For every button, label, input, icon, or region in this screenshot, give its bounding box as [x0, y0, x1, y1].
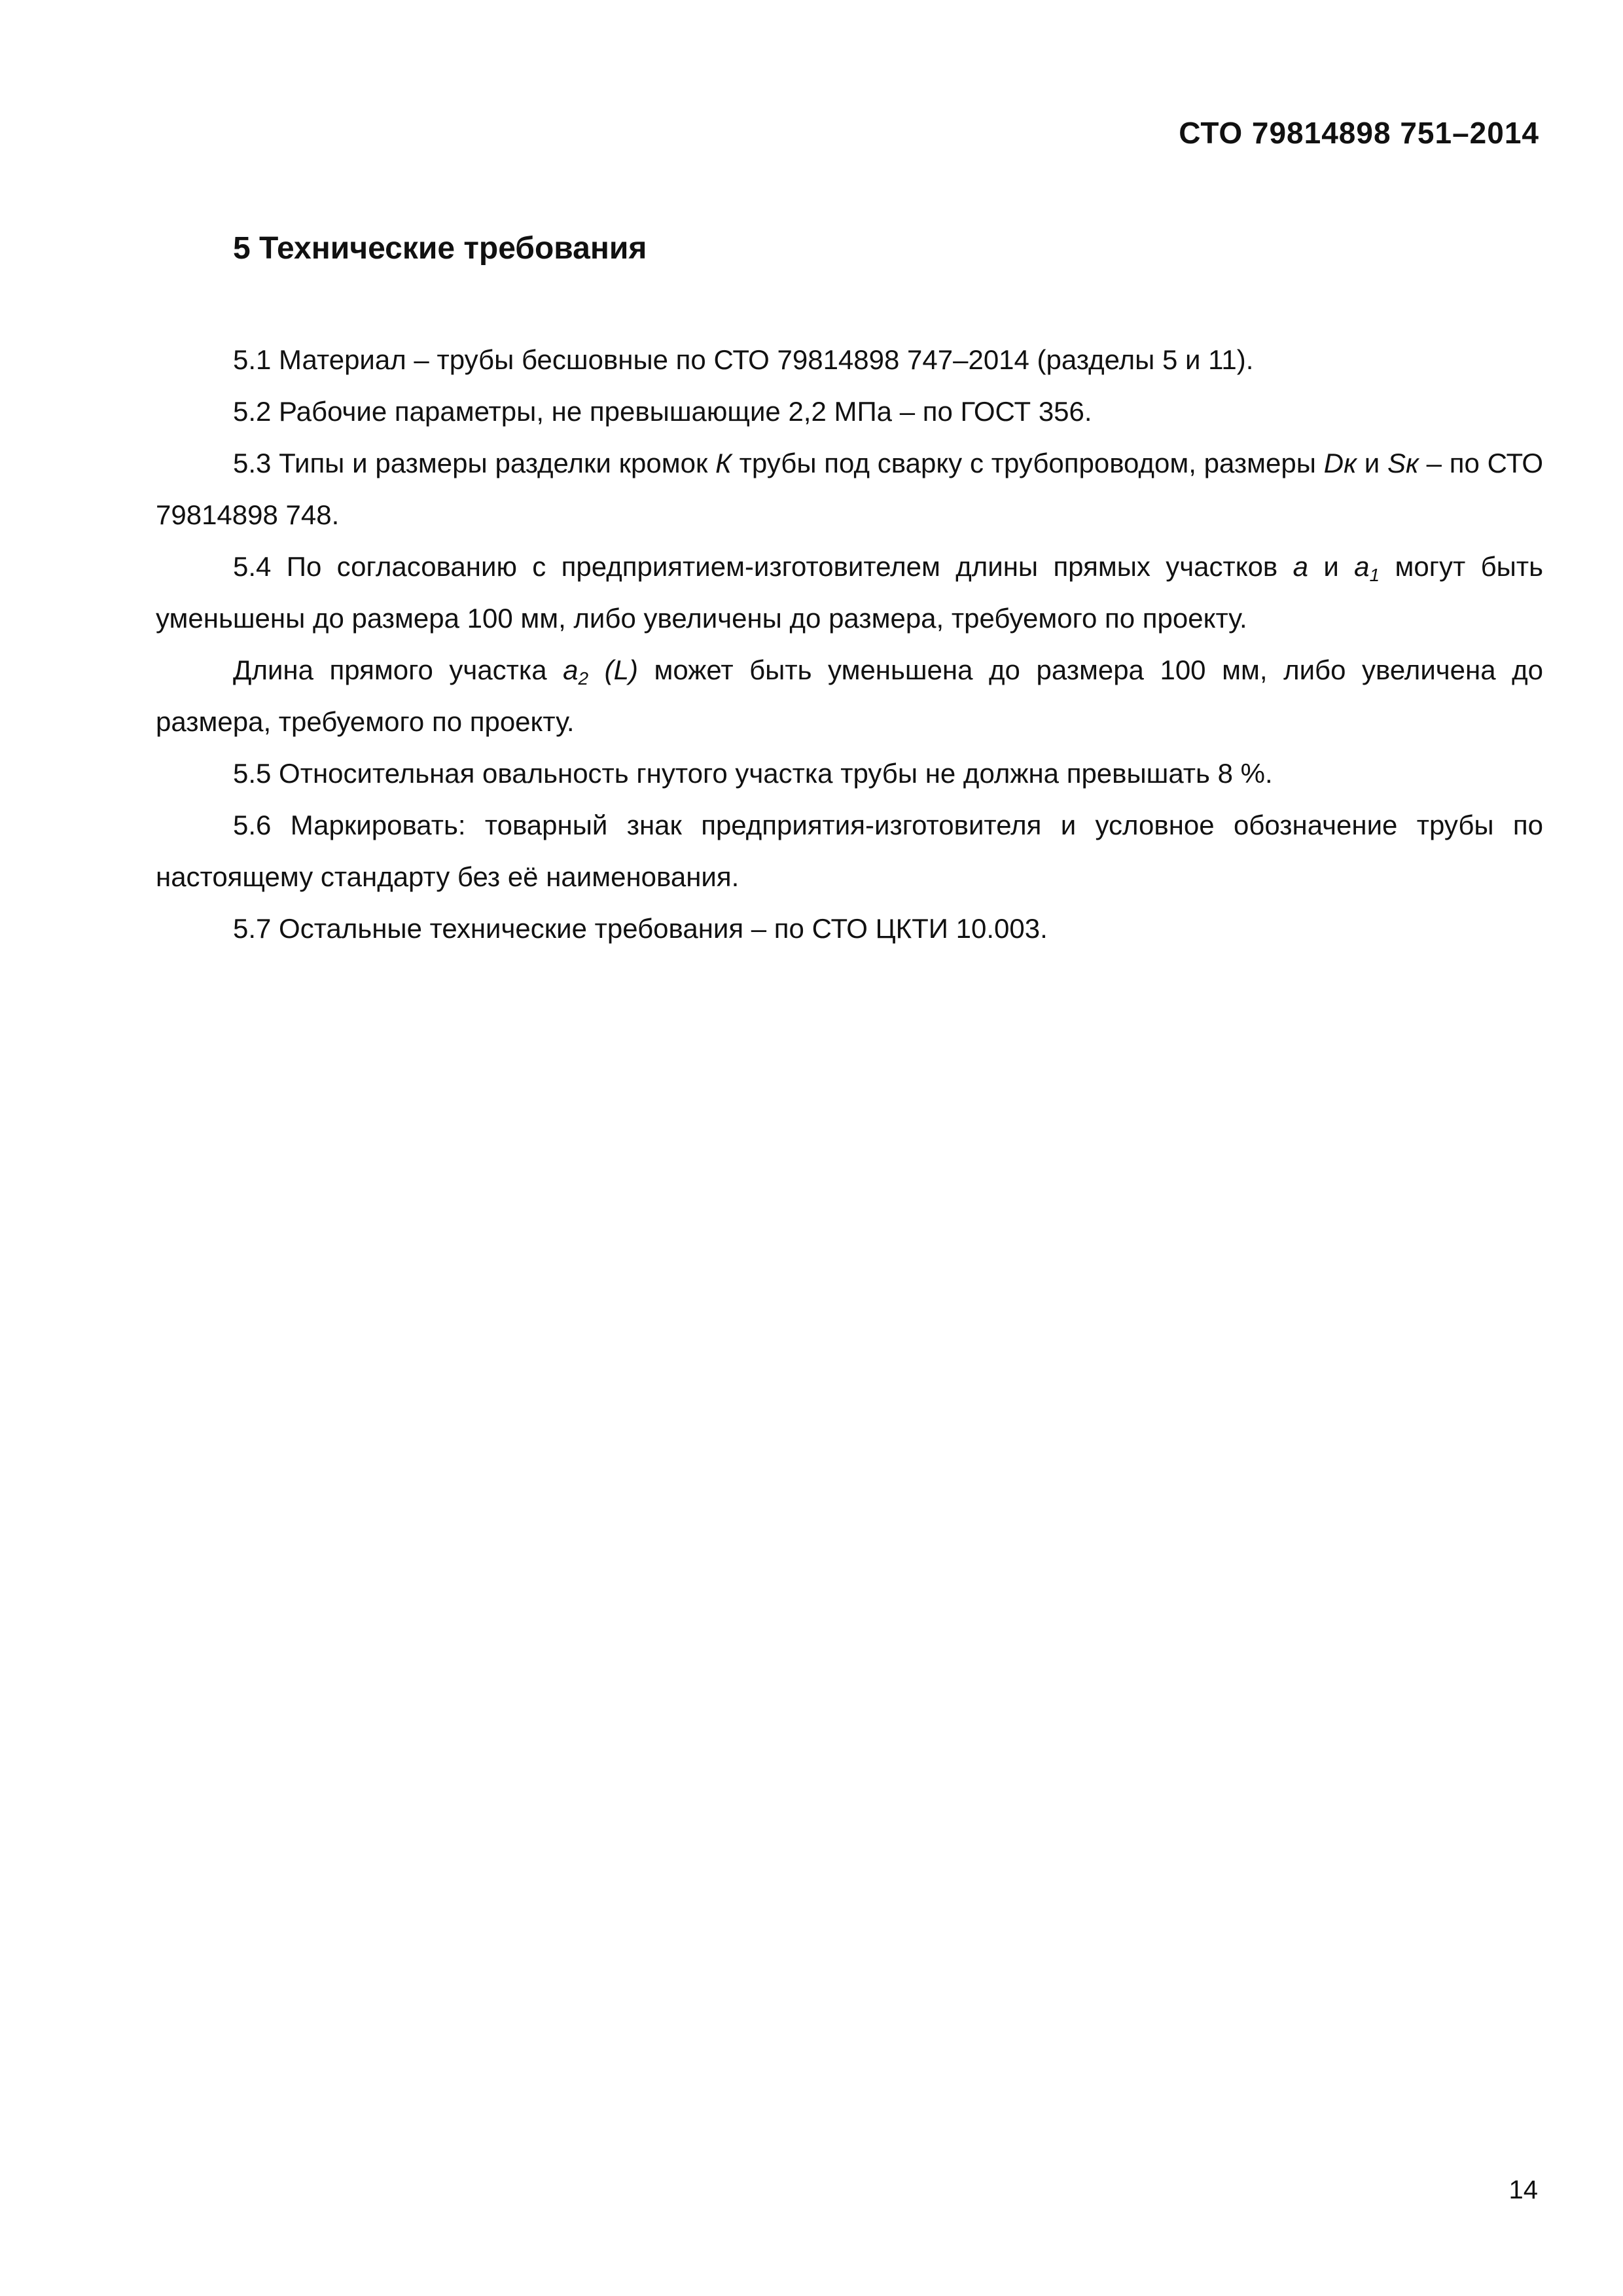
symbol-a2: a	[563, 655, 579, 685]
text-run: – по СТО 79814898 748.	[156, 448, 1543, 530]
document-code: СТО 79814898 751–2014	[1179, 116, 1539, 150]
text-run: Длина прямого участка	[233, 655, 563, 685]
symbol-k: К	[715, 448, 732, 478]
text-run: 5.4 По согласованию с предприятием-изготовителем длины прямых участков	[233, 551, 1293, 582]
symbol-dk: Dк	[1323, 448, 1357, 478]
paragraph-5-2: 5.2 Рабочие параметры, не превышающие 2,2 МПа – по ГОСТ 356.	[233, 396, 1092, 427]
symbol-sk: Sк	[1387, 448, 1419, 478]
text-run: может быть уменьшена до размера 100 мм, либо увеличена до размера, требуемого по проекту.	[156, 655, 1543, 737]
symbol-a1: a	[1354, 551, 1370, 582]
page-number: 14	[1508, 2176, 1538, 2204]
text-run: 5.3 Типы и размеры разделки кромок	[233, 448, 716, 478]
paragraph-5-1: 5.1 Материал – трубы бесшовные по СТО 79814898 747–2014 (разделы 5 и 11).	[233, 344, 1254, 375]
paragraph-5-4-continued	[156, 644, 1543, 747]
text-run: могут быть уменьшены до размера 100 мм, либо увеличены до размера, требуемого по проекту.	[156, 551, 1543, 634]
subscript-2: 2	[578, 668, 589, 689]
section-heading: 5 Технические требования	[233, 231, 647, 266]
symbol-l: (L)	[588, 655, 638, 685]
text-run: и	[1356, 448, 1387, 478]
paragraph-5-7: 5.7 Остальные технические требования – по СТО ЦКТИ 10.003.	[233, 913, 1048, 944]
section-body	[156, 334, 1543, 954]
symbol-a: a	[1293, 551, 1308, 582]
subscript-1: 1	[1369, 565, 1380, 585]
paragraph-5-6: 5.6 Маркировать: товарный знак предприятия-изготовителя и условное обозначение трубы по настоящему стандарту без её наименования.	[156, 810, 1543, 892]
paragraph-5-5: 5.5 Относительная овальность гнутого участка трубы не должна превышать 8 %.	[233, 758, 1273, 789]
paragraph-5-4	[156, 541, 1543, 644]
text-run: трубы под сварку с трубопроводом, размеры	[731, 448, 1324, 478]
paragraph-5-3	[156, 437, 1543, 541]
text-run: и	[1308, 551, 1355, 582]
